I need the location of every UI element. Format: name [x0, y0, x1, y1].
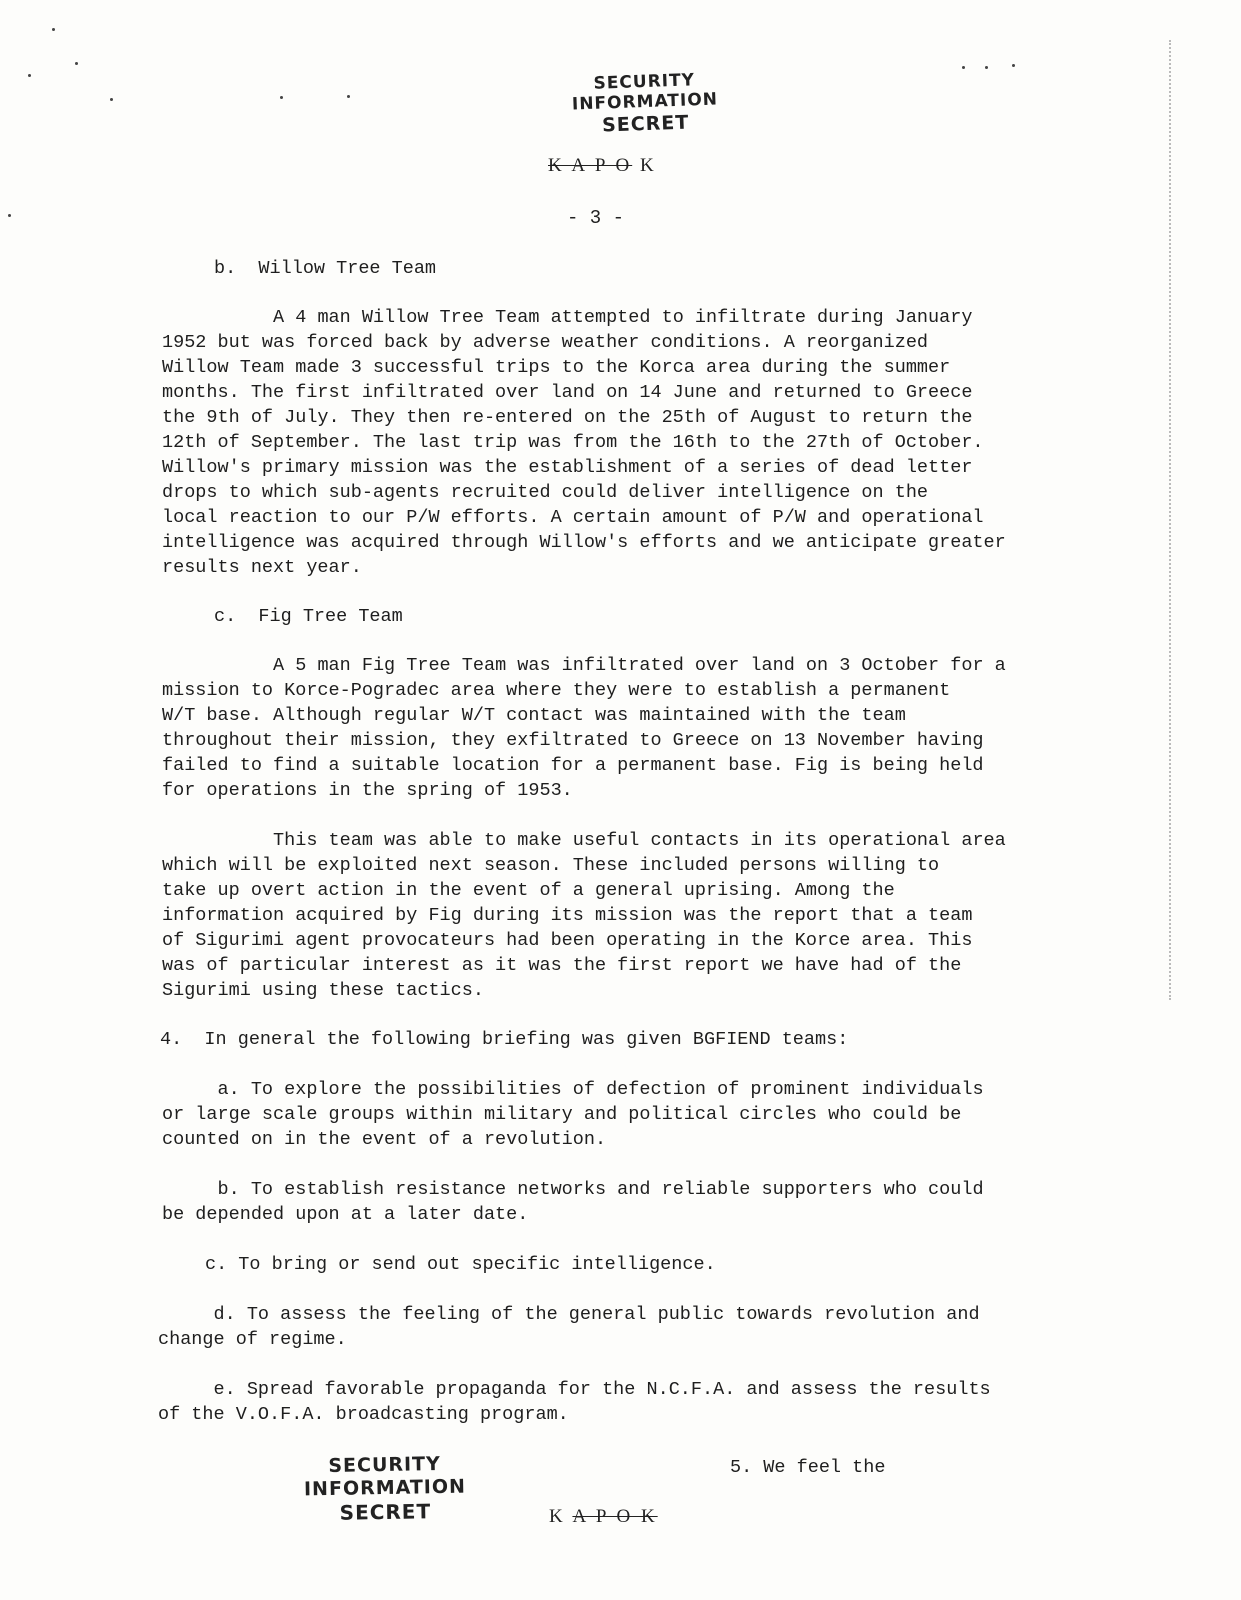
scan-speck [985, 66, 988, 69]
scan-speck [52, 28, 55, 31]
briefing-item-d: d. To assess the feeling of the general public towards revolution and change of regime. [158, 1304, 980, 1350]
scan-speck [962, 66, 965, 69]
scan-edge-marks [1165, 40, 1171, 1000]
briefing-item-e: e. Spread favorable propaganda for the N.C.F.A. and assess the results of the V.O.F.A. broadcasting program. [158, 1379, 991, 1425]
briefing-item-b: b. To establish resistance networks and reliable supporters who could be depended upon at a later date. [162, 1179, 984, 1225]
stamp-line-secret: SECRET [601, 111, 690, 137]
briefing-item-a: a. To explore the possibilities of defection of prominent individuals or large scale groups within military and political circles who could be counted on in the event of a revolution. [162, 1079, 984, 1150]
stamp-line-secret: SECRET [339, 1498, 432, 1525]
paragraph-fig-contacts: This team was able to make useful contacts in its operational area which will be exploited next season. These included persons willing to take up overt action in the event of a general uprising. Among the information acquired by Fig during its mission was the report that a team of Sigurimi agent provocateurs had been operating in the Korce area. This was of particular interest as it was the first report we have had of the Sigurimi using these tactics. [162, 830, 1006, 1001]
continuation-text: 5. We feel the [730, 1457, 886, 1478]
page-number: - 3 - [567, 207, 625, 229]
codeword-struck: K A P O [548, 155, 633, 176]
section-heading-willow: b. Willow Tree Team [214, 258, 437, 279]
scan-speck [28, 74, 31, 77]
scan-speck [280, 96, 283, 99]
scan-speck [110, 98, 113, 101]
section-heading-briefing: 4. In general the following briefing was given BGFIEND teams: [160, 1029, 849, 1050]
scan-speck [1012, 64, 1015, 67]
briefing-item-c: c. To bring or send out specific intelligence. [205, 1254, 716, 1275]
codeword-top [548, 155, 657, 177]
codeword-struck: A P O K [572, 1506, 658, 1527]
codeword-bottom [549, 1506, 658, 1528]
paragraph-willow: A 4 man Willow Tree Team attempted to infiltrate during January 1952 but was forced back by adverse weather conditions. A reorganized Willow Team made 3 successful trips to the Korca area during the summer months. The first infiltrated over land on 14 June and returned to Greece the 9th of July. They then re-entered on the 25th of August to return the 12th of September. The last trip was from the 16th to the 27th of October. Willow's primary mission was the establishment of a series of dead letter drops to which sub-agents recruited could deliver intelligence on the local reaction to our P/W efforts. A certain amount of P/W and operational intelligence was acquired through Willow's efforts and we anticipate greater results next year. [162, 307, 1006, 578]
codeword-plain: K [639, 155, 657, 176]
scan-speck [8, 214, 11, 217]
security-stamp-top [529, 68, 761, 140]
paragraph-fig-mission: A 5 man Fig Tree Team was infiltrated over land on 3 October for a mission to Korce-Pogradec area where they were to establish a permanent W/T base. Although regular W/T contact was maintained with the team throughout their mission, they exfiltrated to Greece on 13 November having failed to find a suitable location for a permanent base. Fig is being held for operations in the spring of 1953. [162, 655, 1006, 801]
security-stamp-bottom [269, 1452, 500, 1526]
stamp-line-security-information: SECURITY INFORMATION [571, 70, 719, 115]
codeword-plain: K [549, 1506, 566, 1527]
stamp-line-security-information: SECURITY INFORMATION [303, 1453, 467, 1501]
scan-speck [75, 62, 78, 65]
scan-speck [347, 95, 350, 98]
section-heading-fig: c. Fig Tree Team [214, 606, 403, 627]
